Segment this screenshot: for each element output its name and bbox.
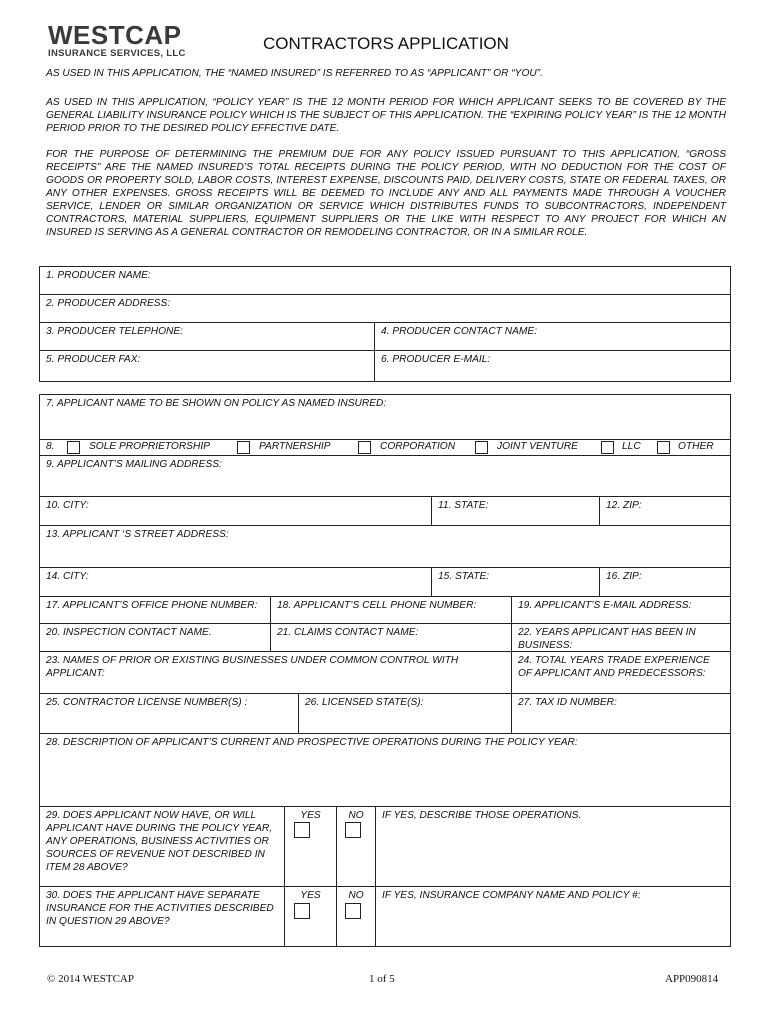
field-label: 21. CLAIMS CONTACT NAME: (277, 627, 419, 638)
field-label: 11. STATE: (438, 500, 489, 511)
no-label: NO (348, 810, 364, 821)
street-city-field[interactable] (39, 567, 432, 597)
producer-address-field[interactable] (39, 294, 731, 323)
field-label: 26. LICENSED STATE(S): (305, 697, 424, 708)
field-label: 2. PRODUCER ADDRESS: (46, 298, 171, 309)
producer-fax-field[interactable] (39, 350, 375, 382)
question-30 (39, 886, 285, 947)
field-label: 22. YEARS APPLICANT HAS BEEN IN BUSINESS: (518, 627, 696, 651)
logo-subtitle: INSURANCE SERVICES, LLC (48, 48, 186, 59)
field-label: 12. ZIP: (606, 500, 642, 511)
years-in-business-field[interactable] (511, 623, 731, 652)
field-label: 15. STATE: (438, 571, 490, 582)
q30-no-checkbox[interactable] (345, 903, 361, 919)
label-joint-venture: JOINT VENTURE (497, 441, 578, 452)
footer-copyright: © 2014 WESTCAP (47, 973, 134, 985)
checkbox-other[interactable] (657, 441, 670, 454)
page-title: CONTRACTORS APPLICATION (263, 34, 509, 53)
field-label: 17. APPLICANT’S OFFICE PHONE NUMBER: (46, 600, 258, 611)
field-label: 30. DOES THE APPLICANT HAVE SEPARATE INSURANCE FOR THE ACTIVITIES DESCRIBED IN QUESTION 29 ABOVE? (46, 890, 274, 927)
mailing-zip-field[interactable] (599, 496, 731, 526)
mailing-state-field[interactable] (431, 496, 600, 526)
tax-id-field[interactable] (511, 693, 731, 734)
field-8-label: 8. (46, 441, 55, 452)
q30-yes-checkbox[interactable] (294, 903, 310, 919)
field-label: 6. PRODUCER E-MAIL: (381, 354, 491, 365)
common-control-businesses-field[interactable] (39, 651, 512, 694)
label-llc: LLC (622, 441, 641, 452)
producer-name-field[interactable] (39, 266, 731, 295)
logo-brand: WESTCAP (48, 20, 182, 50)
label-sole-proprietorship: SOLE PROPRIETORSHIP (89, 441, 210, 452)
field-label: 18. APPLICANT’S CELL PHONE NUMBER: (277, 600, 477, 611)
office-phone-field[interactable] (39, 596, 271, 624)
field-label: 13. APPLICANT ‘S STREET ADDRESS: (46, 529, 229, 540)
street-zip-field[interactable] (599, 567, 731, 597)
field-label: IF YES, INSURANCE COMPANY NAME AND POLICY #: (382, 890, 641, 901)
yes-label: YES (300, 890, 321, 901)
inspection-contact-field[interactable] (39, 623, 271, 652)
field-label: 24. TOTAL YEARS TRADE EXPERIENCE OF APPLICANT AND PREDECESSORS: (518, 655, 710, 679)
entity-type-row (39, 439, 731, 456)
field-label: 7. APPLICANT NAME TO BE SHOWN ON POLICY AS NAMED INSURED: (46, 398, 387, 409)
producer-email-field[interactable] (374, 350, 731, 382)
producer-telephone-field[interactable] (39, 322, 375, 351)
field-label: 3. PRODUCER TELEPHONE: (46, 326, 183, 337)
question-29 (39, 806, 285, 887)
label-other: OTHER (678, 441, 714, 452)
field-label: 10. CITY: (46, 500, 89, 511)
field-label: 20. INSPECTION CONTACT NAME. (46, 627, 212, 638)
claims-contact-field[interactable] (270, 623, 512, 652)
no-label: NO (348, 890, 364, 901)
q29-no-checkbox[interactable] (345, 822, 361, 838)
checkbox-corporation[interactable] (358, 441, 371, 454)
field-label: 27. TAX ID NUMBER: (518, 697, 617, 708)
yes-label: YES (300, 810, 321, 821)
field-label: 4. PRODUCER CONTACT NAME: (381, 326, 538, 337)
field-label: 29. DOES APPLICANT NOW HAVE, OR WILL APPLICANT HAVE DURING THE POLICY YEAR, ANY OPERATIONS, BUSINESS ACTIVITIES OR SOURCES OF REVENUE NOT DESCRIBED IN ITEM 28 ABOVE? (46, 810, 273, 873)
field-label: 23. NAMES OF PRIOR OR EXISTING BUSINESSES UNDER COMMON CONTROL WITH APPLICANT: (46, 655, 459, 679)
applicant-email-field[interactable] (511, 596, 731, 624)
applicant-name-field[interactable] (39, 394, 731, 440)
applicant-mailing-address-field[interactable] (39, 455, 731, 497)
checkbox-partnership[interactable] (237, 441, 250, 454)
footer-form-code: APP090814 (665, 973, 719, 985)
q29-yes-checkbox[interactable] (294, 822, 310, 838)
producer-contact-name-field[interactable] (374, 322, 731, 351)
footer-page-number: 1 of 5 (369, 973, 395, 985)
trade-experience-field[interactable] (511, 651, 731, 694)
checkbox-joint-venture[interactable] (475, 441, 488, 454)
q29-yes-cell (284, 806, 337, 887)
label-corporation: CORPORATION (380, 441, 456, 452)
q29-describe-field[interactable] (375, 806, 731, 887)
contractor-license-field[interactable] (39, 693, 299, 734)
licensed-states-field[interactable] (298, 693, 512, 734)
intro-paragraph-2: AS USED IN THIS APPLICATION, “POLICY YEAR” IS THE 12 MONTH PERIOD FOR WHICH APPLICANT SEEKS TO BE COVERED BY THE GENERAL LIABILITY INSURANCE POLICY WHICH IS THE SUBJECT OF THIS APPLICATION. THE “EXPIRING POLICY YEAR” IS THE 12 MONTH PERIOD PRIOR TO THE DESIRED POLICY EFFECTIVE DATE. (46, 97, 726, 134)
label-partnership: PARTNERSHIP (259, 441, 331, 452)
westcap-logo (48, 22, 198, 60)
checkbox-llc[interactable] (601, 441, 614, 454)
street-state-field[interactable] (431, 567, 600, 597)
field-label: 19. APPLICANT’S E-MAIL ADDRESS: (518, 600, 692, 611)
checkbox-sole-proprietorship[interactable] (67, 441, 80, 454)
field-label: 1. PRODUCER NAME: (46, 270, 151, 281)
field-label: 5. PRODUCER FAX: (46, 354, 141, 365)
field-label: 25. CONTRACTOR LICENSE NUMBER(S) : (46, 697, 248, 708)
field-label: IF YES, DESCRIBE THOSE OPERATIONS. (382, 810, 582, 821)
q29-no-cell (336, 806, 376, 887)
field-label: 28. DESCRIPTION OF APPLICANT’S CURRENT AND PROSPECTIVE OPERATIONS DURING THE POLICY YEAR: (46, 737, 578, 748)
q30-yes-cell (284, 886, 337, 947)
applicant-street-address-field[interactable] (39, 525, 731, 568)
intro-paragraph-1: AS USED IN THIS APPLICATION, THE “NAMED INSURED” IS REFERRED TO AS “APPLICANT” OR “YOU”. (46, 68, 543, 79)
cell-phone-field[interactable] (270, 596, 512, 624)
mailing-city-field[interactable] (39, 496, 432, 526)
operations-description-field[interactable] (39, 733, 731, 807)
intro-paragraph-3: FOR THE PURPOSE OF DETERMINING THE PREMIUM DUE FOR ANY POLICY ISSUED PURSUANT TO THIS APPLICATION, “GROSS RECEIPTS” ARE THE NAMED INSURED’S TOTAL RECEIPTS DURING THE POLICY PERIOD, WITH NO DEDUCTION FOR THE COST OF GOODS OR PROPERTY SOLD, LABOR COSTS, INTEREST EXPENSE, DISCOUNTS PAID, DELIVERY COSTS, STATE OR FEDERAL TAXES, OR ANY OTHER EXPENSES. GROSS RECEIPTS WILL BE DEEMED TO INCLUDE ANY AND ALL PAYMENTS MADE THROUGH A VOUCHER SERVICE, LENDER OR SIMILAR ORGANIZATION OR SERVICE WHICH DISTRIBUTES FUNDS TO SUBCONTRACTORS, INDEPENDENT CONTRACTORS, MATERIAL SUPPLIERS, EQUIPMENT SUPPLIERS OR THE LIKE WITH RESPECT TO ANY PROJECT FOR WHICH AN INSURED IS SERVING AS A GENERAL CONTRACTOR OR REMODELING CONTRACTOR, OR IN A SIMILAR ROLE. (46, 149, 726, 238)
field-label: 16. ZIP: (606, 571, 642, 582)
field-label: 9. APPLICANT’S MAILING ADDRESS: (46, 459, 222, 470)
q30-insurance-field[interactable] (375, 886, 731, 947)
field-label: 14. CITY: (46, 571, 89, 582)
